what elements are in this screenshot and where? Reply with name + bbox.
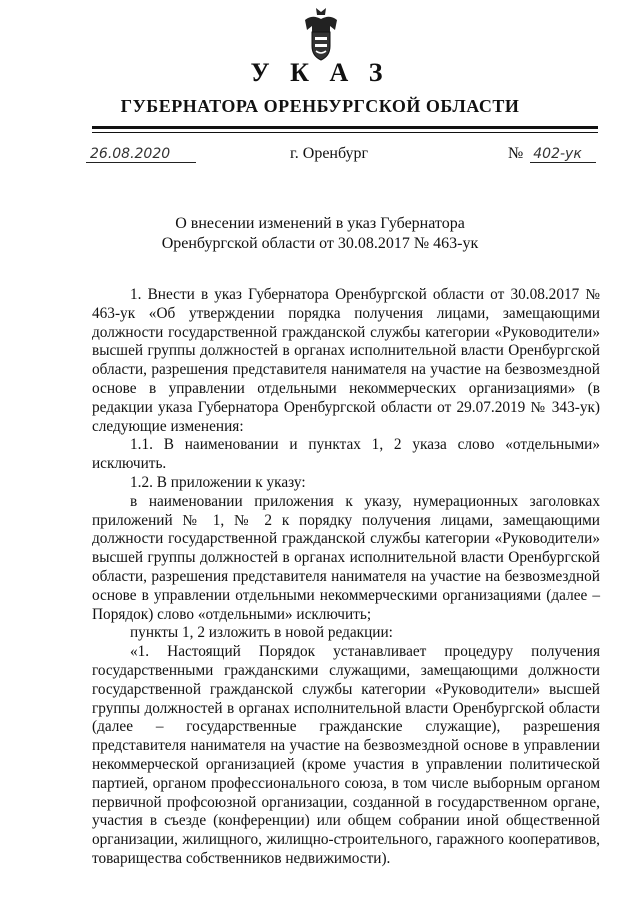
date-underline — [86, 162, 196, 163]
body-paragraph: «1. Настоящий Порядок устанавливает процедуру получения государственными гражданскими служащими, замещающими должности государственной гражданской службы категории «Руководители» высшей группы должностей в органах исполнительной власти Оренбургской области (далее – государственные гражданские служащие), разрешения представителя нанимателя на участие на безвозмездной основе в управлении некоммерческой организацией (кроме участия в управлении политической партией, органом профессионального союза, в том числе выборным органом первичной профсоюзной организации, созданной в государственном органе, участия в съезде (конференции) или общем собрании иной общественной организации, жилищного, жилищно-строительного, гаражного кооперативов, товарищества собственников недвижимости). — [92, 643, 600, 867]
document-number: 402-ук — [533, 146, 582, 162]
document-type-title: У К А З — [250, 58, 390, 87]
document-city: г. Оренбург — [290, 145, 369, 162]
body-paragraph: 1.1. В наименовании и пунктах 1, 2 указа слово «отдельными» исключить. — [92, 436, 600, 473]
number-field — [508, 145, 582, 163]
date-field — [86, 145, 171, 163]
number-underline — [530, 162, 596, 163]
header-rule-thick — [92, 126, 598, 129]
body-paragraph: в наименовании приложения к указу, нумерационных заголовках приложений № 1, № 2 к порядку получения лицами, замещающими должности государственной гражданской службы категории «Руководители» высшей группы должностей в органах исполнительной власти Оренбургской области, разрешения представителя нанимателя на участие на безвозмездной основе в управлении отдельными некоммерческими организациями (далее – Порядок) слово «отдельными» исключить; — [92, 492, 600, 623]
document-subject — [0, 214, 640, 254]
body-paragraph: пункты 1, 2 изложить в новой редакции: — [130, 624, 393, 642]
issuer-title: ГУБЕРНАТОРА ОРЕНБУРГСКОЙ ОБЛАСТИ — [120, 96, 520, 116]
subject-line-2: Оренбургской области от 30.08.2017 № 463-ук — [161, 235, 479, 252]
document-body — [92, 286, 600, 869]
document-date: 26.08.2020 — [90, 146, 171, 162]
body-paragraph: 1.2. В приложении к указу: — [130, 473, 306, 491]
number-prefix: № — [508, 145, 524, 162]
coat-of-arms-icon — [300, 6, 342, 62]
subject-line-1: О внесении изменений в указ Губернатора — [175, 215, 465, 232]
header-rule-thin — [92, 132, 598, 133]
body-paragraph: 1. Внести в указ Губернатора Оренбургской области от 30.08.2017 № 463-ук «Об утверждении порядка получения лицами, замещающими должности государственной гражданской службы категории «Руководители» высшей группы должностей в органах исполнительной власти Оренбургской области, разрешения представителя нанимателя на участие на безвозмездной основе в управлении отдельными некоммерческих организациями» (в редакции указа Губернатора Оренбургской области от 29.07.2019 № 343-ук) следующие изменения: — [92, 286, 600, 435]
